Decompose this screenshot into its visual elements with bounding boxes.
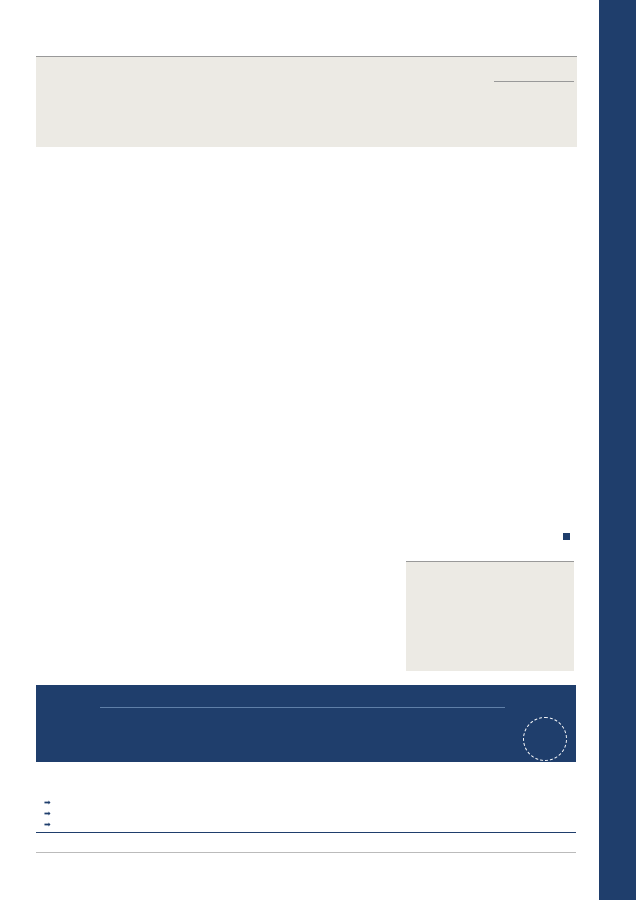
- arrow-icon: ➡: [44, 798, 51, 807]
- banner-divider: [100, 707, 505, 708]
- price-badge[interactable]: [523, 717, 567, 761]
- bio-box: [36, 56, 577, 147]
- promo-bullet: [44, 809, 51, 818]
- end-of-article-mark: [563, 533, 570, 540]
- arrow-icon: ➡: [44, 809, 51, 818]
- section-rule: [494, 81, 574, 82]
- promo-box: [36, 762, 576, 833]
- arrow-icon: ➡: [44, 820, 51, 829]
- promo-bullet: [44, 798, 51, 807]
- subscribe-banner: [36, 685, 576, 762]
- running-title: [600, 46, 636, 426]
- footer-rule: [36, 852, 576, 853]
- promo-bullet: [44, 820, 51, 829]
- further-reading-box: [406, 561, 574, 671]
